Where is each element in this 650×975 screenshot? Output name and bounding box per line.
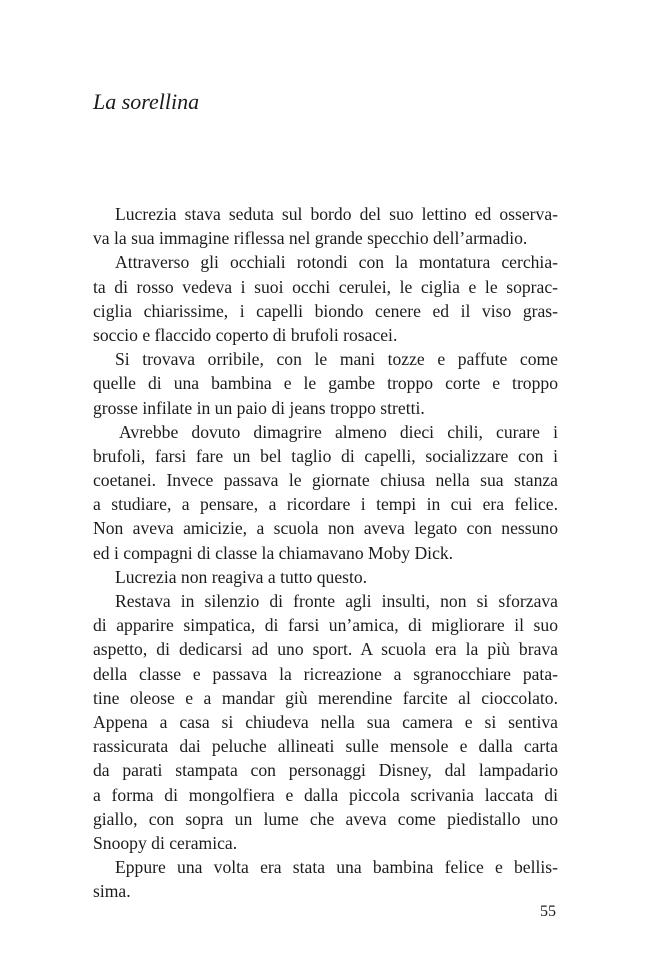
text-line: Appena a casa si chiudeva nella sua camera e si sentiva — [93, 711, 558, 732]
chapter-body-text — [93, 202, 558, 903]
text-line: a studiare, a pensare, a ricordare i tempi in cui era felice. — [93, 494, 558, 515]
text-line: coetanei. Invece passava le giornate chiusa nella sua stanza — [93, 470, 558, 491]
text-line: Lucrezia stava seduta sul bordo del suo lettino ed osserva- — [115, 204, 558, 224]
text-line: Attraverso gli occhiali rotondi con la montatura cerchia- — [115, 252, 558, 273]
text-line: ta di rosso vedeva i suoi occhi cerulei, le ciglia e le soprac- — [93, 276, 558, 297]
text-line: brufoli, farsi fare un bel taglio di capelli, socializzare con i — [93, 445, 558, 466]
text-line: ciglia chiarissime, i capelli biondo cenere ed il viso gras- — [93, 300, 558, 321]
text-line: soccio e flaccido coperto di brufoli rosacei. — [93, 324, 398, 345]
text-line: grosse infilate in un paio di jeans troppo stretti. — [93, 397, 425, 418]
text-line: Avrebbe dovuto dimagrire almeno dieci chili, curare i — [119, 421, 558, 442]
text-line: da parati stampata con personaggi Disney, dal lampadario — [93, 760, 558, 781]
text-line: Lucrezia non reagiva a tutto questo. — [115, 566, 368, 587]
text-line: quelle di una bambina e le gambe troppo corte e troppo — [93, 373, 558, 394]
text-line: va la sua immagine riflessa nel grande specchio dell’armadio. — [93, 228, 528, 249]
text-line: ed i compagni di classe la chiamavano Moby Dick. — [93, 542, 454, 563]
text-line: della classe e passava la ricreazione a sgranocchiare pata- — [93, 663, 558, 684]
text-line: Restava in silenzio di fronte agli insulti, non si sforzava — [115, 591, 558, 611]
text-line: a forma di mongolfiera e dalla piccola scrivania laccata di — [93, 784, 558, 805]
text-line: Non aveva amicizie, a scuola non aveva legato con nessuno — [93, 518, 558, 539]
text-line: rassicurata dai peluche allineati sulle mensole e dalla carta — [93, 736, 558, 757]
text-line: sima. — [93, 881, 131, 902]
text-line: Snoopy di ceramica. — [93, 832, 238, 853]
text-line: Eppure una volta era stata una bambina felice e bellis- — [115, 857, 558, 878]
text-line: aspetto, di dedicarsi ad uno sport. A scuola era la più brava — [93, 639, 558, 660]
text-line: di apparire simpatica, di farsi un’amica, di migliorare il suo — [93, 615, 558, 636]
text-line: giallo, con sopra un lume che aveva come piedistallo uno — [93, 808, 558, 829]
text-line: tine oleose e a mandar giù merendine farcite al cioccolato. — [93, 687, 558, 708]
chapter-title: La sorellina — [93, 89, 200, 114]
text-line: Si trovava orribile, con le mani tozze e paffute come — [115, 349, 558, 370]
page-number: 55 — [540, 903, 556, 920]
